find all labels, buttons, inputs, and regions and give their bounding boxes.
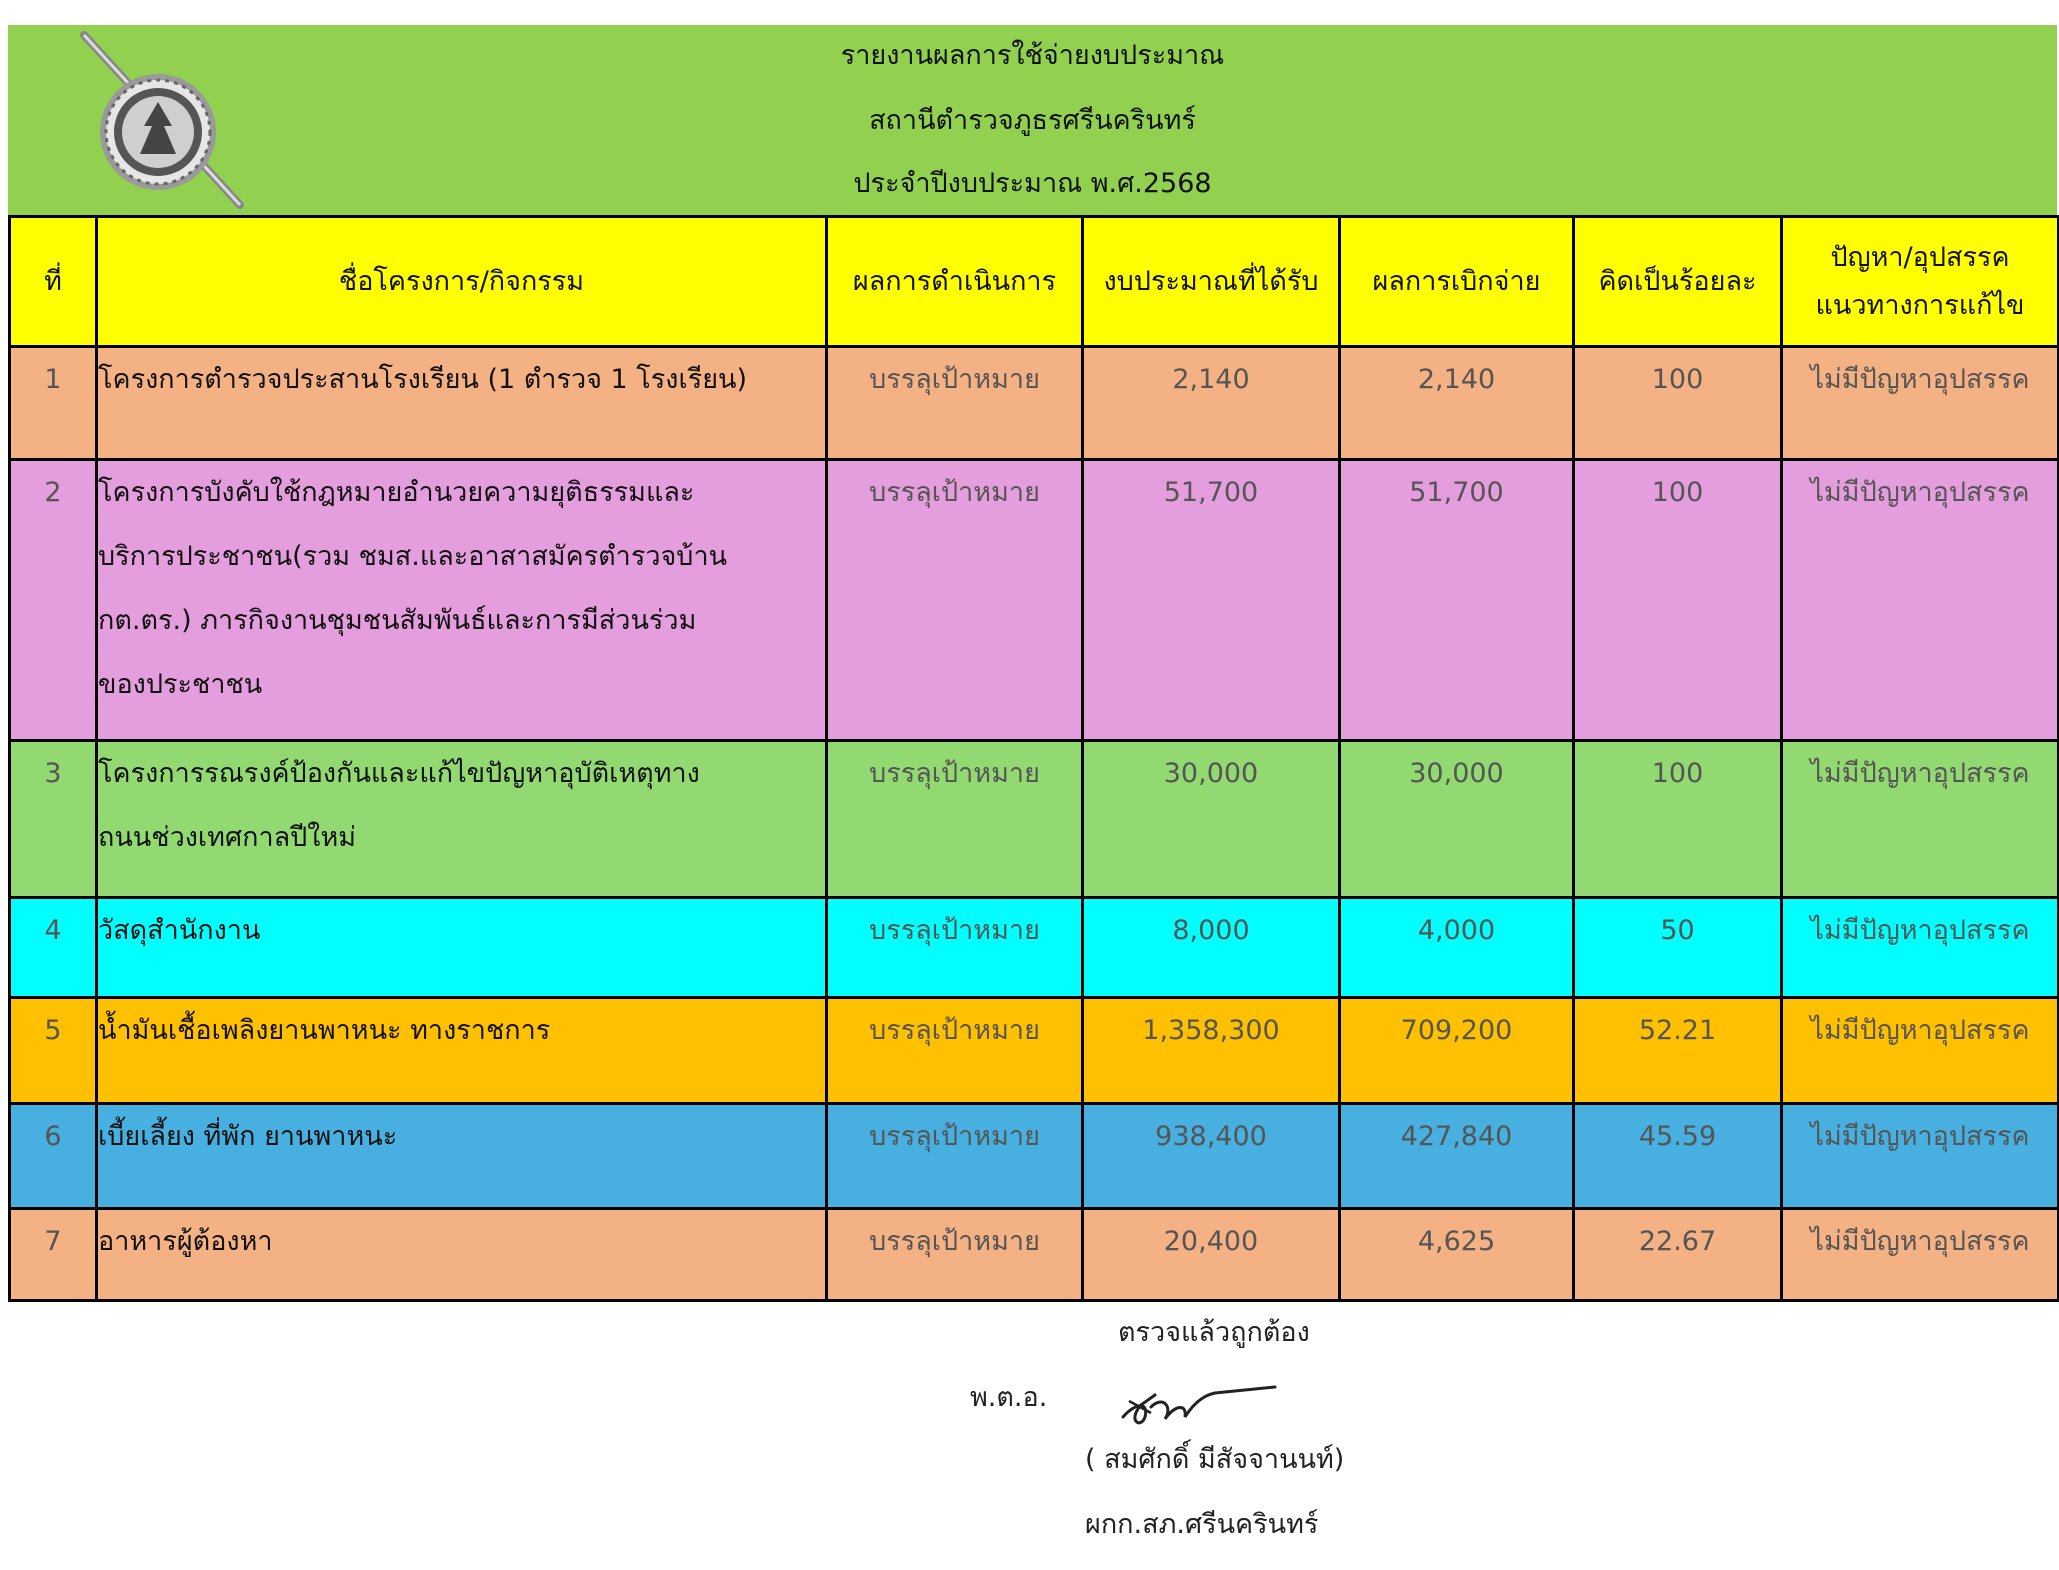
percent-cell: 52.21	[1574, 998, 1782, 1104]
header-no: ที่	[10, 217, 97, 347]
signature-image	[1115, 1365, 1285, 1435]
table-row	[10, 1104, 2059, 1209]
report-title: รายงานผลการใช้จ่ายงบประมาณ	[840, 40, 1225, 71]
station-name: สถานีตำรวจภูธรศรีนครินทร์	[869, 105, 1196, 136]
project-name-line: โครงการบังคับใช้กฎหมายอำนวยความยุติธรรมและ	[98, 477, 695, 508]
disbursed-cell: 2,140	[1340, 347, 1574, 460]
budget-cell: 8,000	[1083, 898, 1340, 998]
issues-cell: ไม่มีปัญหาอุปสรรค	[1782, 347, 2059, 460]
percent-cell: 100	[1574, 460, 1782, 741]
fiscal-year: ประจำปีงบประมาณ พ.ศ.2568	[853, 168, 1212, 199]
budget-cell: 1,358,300	[1083, 998, 1340, 1104]
disbursed-cell: 427,840	[1340, 1104, 1574, 1209]
report-header	[8, 25, 2057, 215]
disbursed-cell: 709,200	[1340, 998, 1574, 1104]
row-number: 1	[10, 347, 97, 460]
header-disbursed: ผลการเบิกจ่าย	[1340, 217, 1574, 347]
table-row	[10, 741, 2059, 898]
percent-cell: 22.67	[1574, 1209, 1782, 1301]
header-issues-line2: แนวทางการแก้ไข	[1815, 289, 2025, 321]
project-name-line: กต.ตร.) ภารกิจงานชุมชนสัมพันธ์และการมีส่วนร่วม	[98, 605, 697, 636]
rank-label: พ.ต.อ.	[970, 1382, 1048, 1413]
table-row	[10, 1209, 2059, 1301]
header-project: ชื่อโครงการ/กิจกรรม	[97, 217, 827, 347]
disbursed-cell: 51,700	[1340, 460, 1574, 741]
signer-position: ผกก.สภ.ศรีนครินทร์	[1085, 1509, 1319, 1540]
header-percent: คิดเป็นร้อยละ	[1574, 217, 1782, 347]
disbursed-cell: 4,625	[1340, 1209, 1574, 1301]
project-name-line: ถนนช่วงเทศกาลปีใหม่	[98, 822, 357, 853]
row-number: 3	[10, 741, 97, 898]
row-number: 6	[10, 1104, 97, 1209]
project-name-line: บริการประชาชน(รวม ชมส.และอาสาสมัครตำรวจบ้าน	[98, 541, 728, 572]
result-cell: บรรลุเป้าหมาย	[827, 741, 1083, 898]
issues-cell: ไม่มีปัญหาอุปสรรค	[1782, 1104, 2059, 1209]
table-header-row	[10, 217, 2059, 347]
row-number: 2	[10, 460, 97, 741]
result-cell: บรรลุเป้าหมาย	[827, 1209, 1083, 1301]
issues-cell: ไม่มีปัญหาอุปสรรค	[1782, 998, 2059, 1104]
project-name: อาหารผู้ต้องหา	[97, 1209, 827, 1301]
row-number: 5	[10, 998, 97, 1104]
budget-table	[8, 215, 2059, 1302]
project-name	[97, 741, 827, 898]
project-name-line: โครงการรณรงค์ป้องกันและแก้ไขปัญหาอุบัติเหตุทาง	[98, 758, 700, 789]
issues-cell: ไม่มีปัญหาอุปสรรค	[1782, 741, 2059, 898]
result-cell: บรรลุเป้าหมาย	[827, 898, 1083, 998]
result-cell: บรรลุเป้าหมาย	[827, 998, 1083, 1104]
percent-cell: 100	[1574, 347, 1782, 460]
result-cell: บรรลุเป้าหมาย	[827, 460, 1083, 741]
project-name: โครงการตำรวจประสานโรงเรียน (1 ตำรวจ 1 โรงเรียน)	[97, 347, 827, 460]
issues-cell: ไม่มีปัญหาอุปสรรค	[1782, 898, 2059, 998]
budget-cell: 2,140	[1083, 347, 1340, 460]
percent-cell: 45.59	[1574, 1104, 1782, 1209]
disbursed-cell: 30,000	[1340, 741, 1574, 898]
table-row	[10, 998, 2059, 1104]
result-cell: บรรลุเป้าหมาย	[827, 347, 1083, 460]
project-name-line: ของประชาชน	[98, 669, 263, 700]
budget-cell: 938,400	[1083, 1104, 1340, 1209]
result-cell: บรรลุเป้าหมาย	[827, 1104, 1083, 1209]
header-result: ผลการดำเนินการ	[827, 217, 1083, 347]
table-row	[10, 347, 2059, 460]
project-name: น้ำมันเชื้อเพลิงยานพาหนะ ทางราชการ	[97, 998, 827, 1104]
project-name	[97, 460, 827, 741]
budget-cell: 51,700	[1083, 460, 1340, 741]
header-issues-line1: ปัญหา/อุปสรรค	[1830, 241, 2010, 273]
disbursed-cell: 4,000	[1340, 898, 1574, 998]
issues-cell: ไม่มีปัญหาอุปสรรค	[1782, 460, 2059, 741]
table-row	[10, 898, 2059, 998]
table-row	[10, 460, 2059, 741]
budget-cell: 20,400	[1083, 1209, 1340, 1301]
project-name: เบี้ยเลี้ยง ที่พัก ยานพาหนะ	[97, 1104, 827, 1209]
percent-cell: 50	[1574, 898, 1782, 998]
percent-cell: 100	[1574, 741, 1782, 898]
issues-cell: ไม่มีปัญหาอุปสรรค	[1782, 1209, 2059, 1301]
signer-name: ( สมศักดิ์ มีสัจจานนท์)	[1085, 1444, 1345, 1475]
row-number: 4	[10, 898, 97, 998]
header-budget: งบประมาณที่ได้รับ	[1083, 217, 1340, 347]
row-number: 7	[10, 1209, 97, 1301]
header-issues	[1782, 217, 2059, 347]
project-name: วัสดุสำนักงาน	[97, 898, 827, 998]
verified-label: ตรวจแล้วถูกต้อง	[1118, 1317, 1310, 1348]
budget-cell: 30,000	[1083, 741, 1340, 898]
